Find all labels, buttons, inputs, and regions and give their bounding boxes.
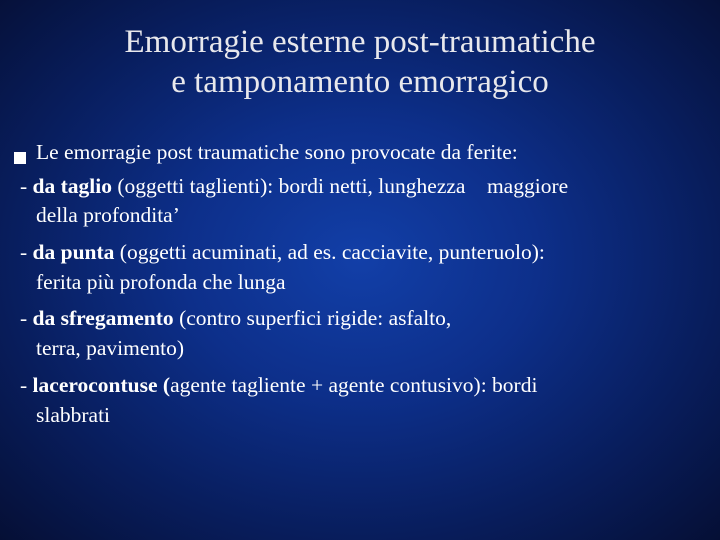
item-term: da punta: [32, 240, 115, 264]
item-text: (oggetti acuminati, ad es. cacciavite, punteruolo):: [114, 240, 545, 264]
item-term: da taglio: [32, 174, 112, 198]
list-item: [20, 240, 545, 265]
slide-title: [20, 22, 700, 102]
list-item: [20, 373, 537, 398]
item-prefix: -: [20, 373, 33, 397]
item-prefix: -: [20, 174, 33, 198]
item-prefix: -: [20, 306, 33, 330]
item-text: (contro superfici rigide: asfalto,: [173, 306, 452, 330]
item-text: (oggetti taglienti): bordi netti, lunghezza maggiore: [112, 174, 569, 198]
title-line-2: e tamponamento emorragico: [171, 64, 549, 100]
list-item: [20, 174, 568, 199]
title-line-1: Emorragie esterne post-traumatiche: [124, 24, 596, 60]
item-text: agente tagliente + agente contusivo): bordi: [170, 373, 538, 397]
item-continuation: slabbrati: [36, 403, 111, 427]
item-prefix: -: [20, 240, 33, 264]
item-continuation: terra, pavimento): [36, 336, 185, 360]
list-item: [20, 306, 451, 331]
intro-text: Le emorragie post traumatiche sono provocate da ferite:: [36, 140, 518, 164]
item-term: da sfregamento: [32, 306, 174, 330]
item-continuation: della profondita’: [36, 203, 180, 227]
item-continuation: ferita più profonda che lunga: [36, 270, 286, 294]
item-term: lacerocontuse (: [32, 373, 171, 397]
square-bullet-icon: [14, 152, 26, 164]
